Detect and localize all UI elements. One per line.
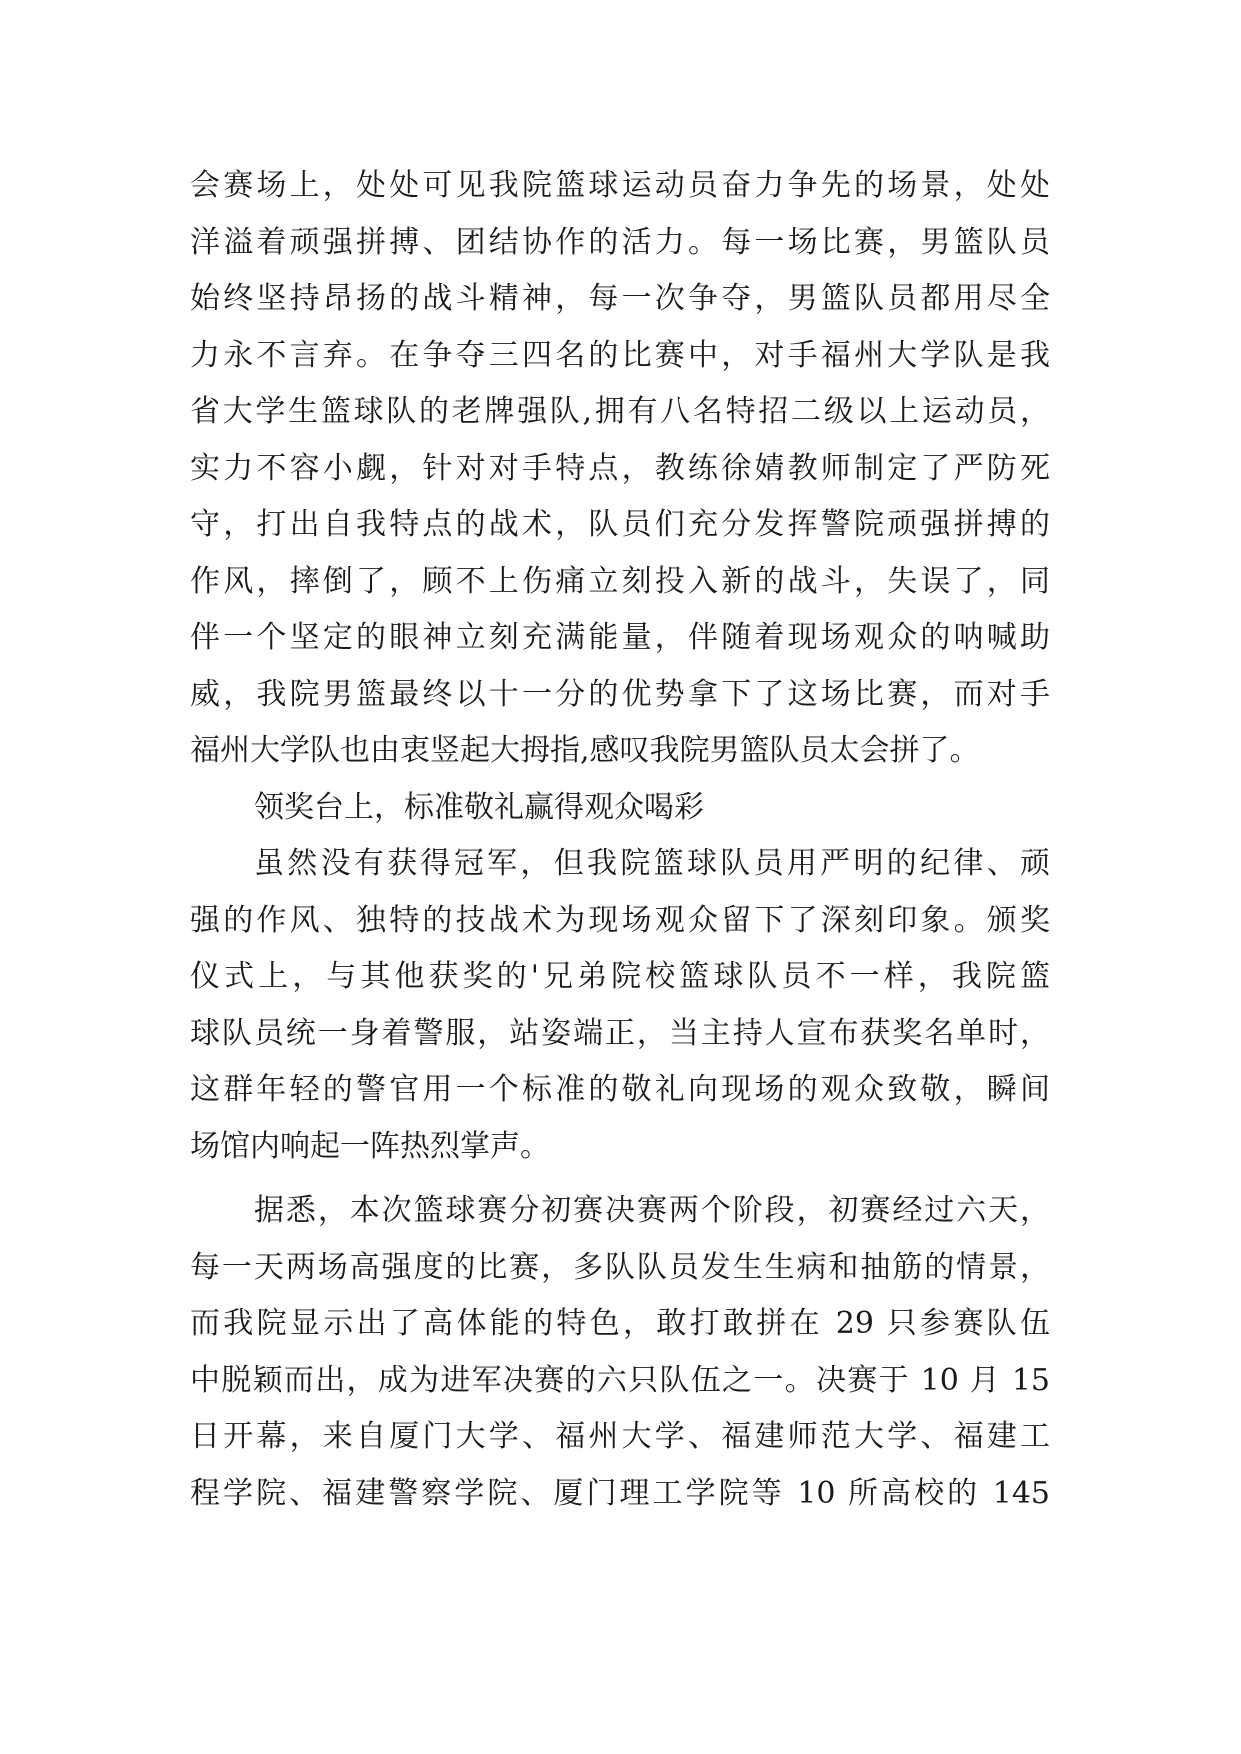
section-heading: 领奖台上，标准敬礼赢得观众喝彩	[254, 789, 704, 825]
text-line: 而我院显示出了高体能的特色，敢打敢拼在 29 只参赛队伍	[190, 1306, 1050, 1341]
text-line: 日开幕，来自厦门大学、福州大学、福建师范大学、福建工	[190, 1419, 1050, 1454]
text-line: 威，我院男篮最终以十一分的优势拿下了这场比赛，而对手	[190, 676, 1050, 712]
text-line: 程学院、福建警察学院、厦门理工学院等 10 所高校的 145	[190, 1475, 1050, 1511]
text-line: 虽然没有获得冠军，但我院篮球队员用严明的纪律、顽	[254, 846, 1050, 881]
paragraph-gap	[190, 1175, 1050, 1183]
text-line: 福州大学队也由衷竖起大拇指,感叹我院男篮队员太会拼了。	[190, 733, 980, 768]
text-line: 中脱颖而出，成为进军决赛的六只队伍之一。决赛于 10 月 15	[190, 1362, 1050, 1398]
text-line: 伴一个坚定的眼神立刻充满能量，伴随着现场观众的呐喊助	[190, 620, 1050, 655]
text-line: 始终坚持昂扬的战斗精神，每一次争夺，男篮队员都用尽全	[190, 281, 1050, 316]
text-line: 强的作风、独特的技战术为现场观众留下了深刻印象。颁奖	[190, 902, 1050, 938]
text-line: 洋溢着顽强拼搏、团结协作的活力。每一场比赛，男篮队员	[190, 224, 1050, 260]
text-line: 据悉，本次篮球赛分初赛决赛两个阶段，初赛经过六天，	[254, 1193, 1050, 1228]
text-line: 力永不言弃。在争夺三四名的比赛中，对手福州大学队是我	[190, 337, 1050, 373]
text-line: 球队员统一身着警服，站姿端正，当主持人宣布获奖名单时，	[190, 1015, 1050, 1051]
text-line: 守，打出自我特点的战术，队员们充分发挥警院顽强拼搏的	[190, 507, 1050, 542]
text-line: 场馆内响起一阵热烈掌声。	[190, 1128, 550, 1164]
text-line: 省大学生篮球队的老牌强队,拥有八名特招二级以上运动员，	[190, 394, 1050, 429]
text-line: 这群年轻的警官用一个标准的敬礼向现场的观众致敬，瞬间	[190, 1072, 1050, 1107]
text-line: 会赛场上，处处可见我院篮球运动员奋力争先的场景，处处	[190, 168, 1050, 203]
text-line: 每一天两场高强度的比赛，多队队员发生生病和抽筋的情景，	[190, 1249, 1050, 1285]
text-line: 仪式上，与其他获奖的'兄弟院校篮球队员不一样，我院篮	[190, 959, 1050, 994]
text-line: 实力不容小觑，针对对手特点，教练徐婧教师制定了严防死	[190, 450, 1050, 486]
text-line: 作风，摔倒了，顾不上伤痛立刻投入新的战斗，失误了，同	[190, 563, 1050, 599]
article-body	[190, 158, 1050, 1522]
